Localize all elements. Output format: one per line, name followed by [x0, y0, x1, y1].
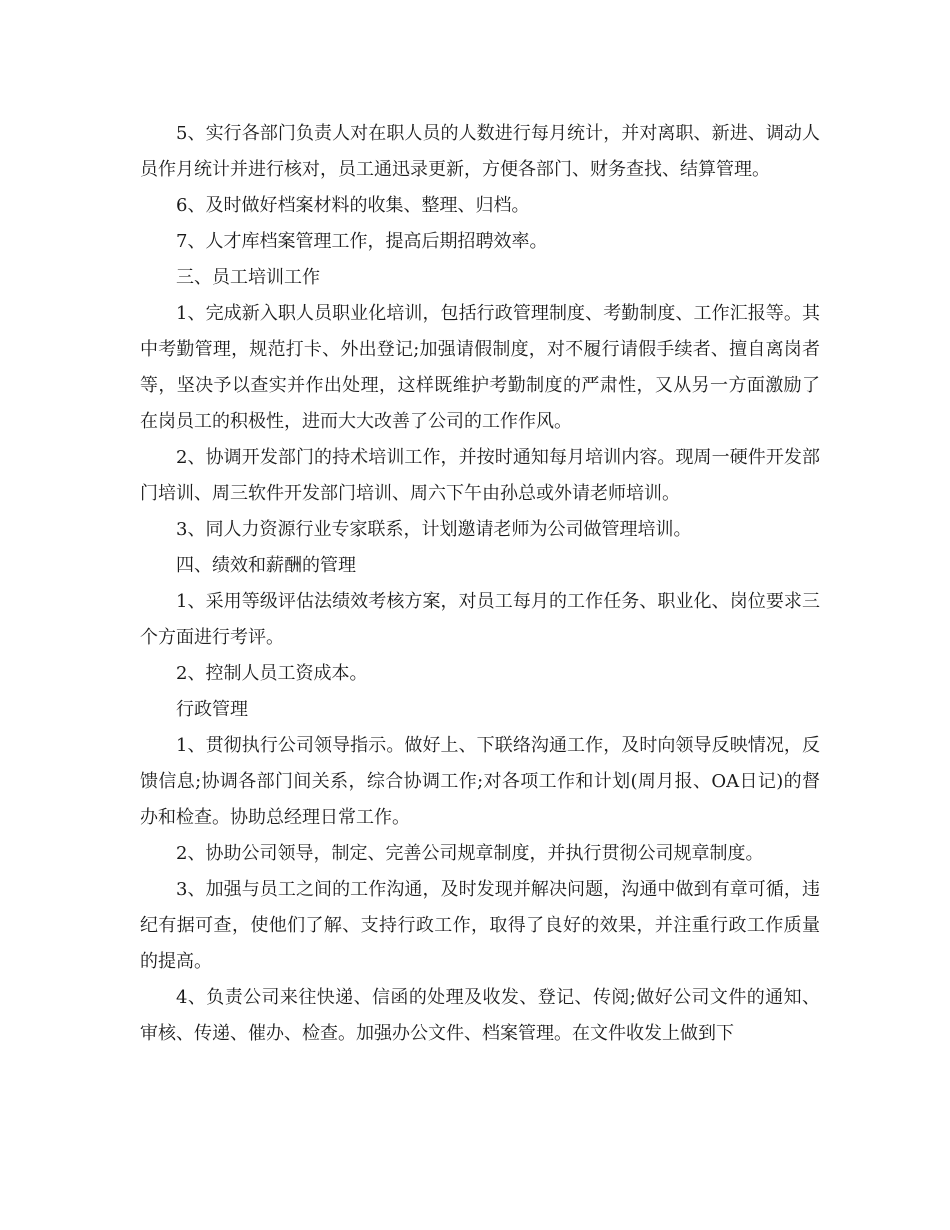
paragraph-performance-1: 1、采用等级评估法绩效考核方案，对员工每月的工作任务、职业化、岗位要求三个方面进行考评。 [140, 591, 820, 648]
paragraph-admin-4: 4、负责公司来往快递、信函的处理及收发、登记、传阅;做好公司文件的通知、审核、传递、催办、检查。加强办公文件、档案管理。在文件收发上做到下 [140, 987, 820, 1044]
paragraph-admin-1: 1、贯彻执行公司领导指示。做好上、下联络沟通工作，及时向领导反映情况，反馈信息;协调各部门间关系，综合协调工作;对各项工作和计划(周月报、OA日记)的督办和检查。协助总经理日常工作。 [140, 735, 820, 828]
section-heading-training: 三、员工培训工作 [176, 267, 320, 288]
paragraph-admin-3: 3、加强与员工之间的工作沟通，及时发现并解决问题，沟通中做到有章可循，违纪有据可查，使他们了解、支持行政工作，取得了良好的效果，并注重行政工作质量的提高。 [140, 879, 820, 972]
section-heading-admin: 行政管理 [176, 699, 248, 720]
paragraph-item-5-monthly-stats: 5、实行各部门负责人对在职人员的人数进行每月统计，并对离职、新进、调动人员作月统计并进行核对，员工通迅录更新，方便各部门、财务查找、结算管理。 [140, 123, 820, 180]
paragraph-training-2: 2、协调开发部门的持术培训工作，并按时通知每月培训内容。现周一硬件开发部门培训、周三软件开发部门培训、周六下午由孙总或外请老师培训。 [140, 447, 820, 504]
paragraph-admin-2: 2、协助公司领导，制定、完善公司规章制度，并执行贯彻公司规章制度。 [176, 843, 764, 864]
paragraph-item-6-archives: 6、及时做好档案材料的收集、整理、归档。 [176, 195, 530, 216]
paragraph-training-1: 1、完成新入职人员职业化培训，包括行政管理制度、考勤制度、工作汇报等。其中考勤管理，规范打卡、外出登记;加强请假制度，对不履行请假手续者、擅自离岗者等，坚决予以查实并作出处理，这样既维护考勤制度的严肃性，又从另一方面激励了在岗员工的积极性，进而大大改善了公司的工作作风。 [140, 303, 820, 432]
section-heading-performance: 四、绩效和薪酬的管理 [176, 555, 356, 576]
paragraph-training-3: 3、同人力资源行业专家联系，计划邀请老师为公司做管理培训。 [176, 519, 692, 540]
paragraph-performance-2: 2、控制人员工资成本。 [176, 663, 368, 684]
paragraph-item-7-talent-pool: 7、人才库档案管理工作，提高后期招聘效率。 [176, 231, 548, 252]
